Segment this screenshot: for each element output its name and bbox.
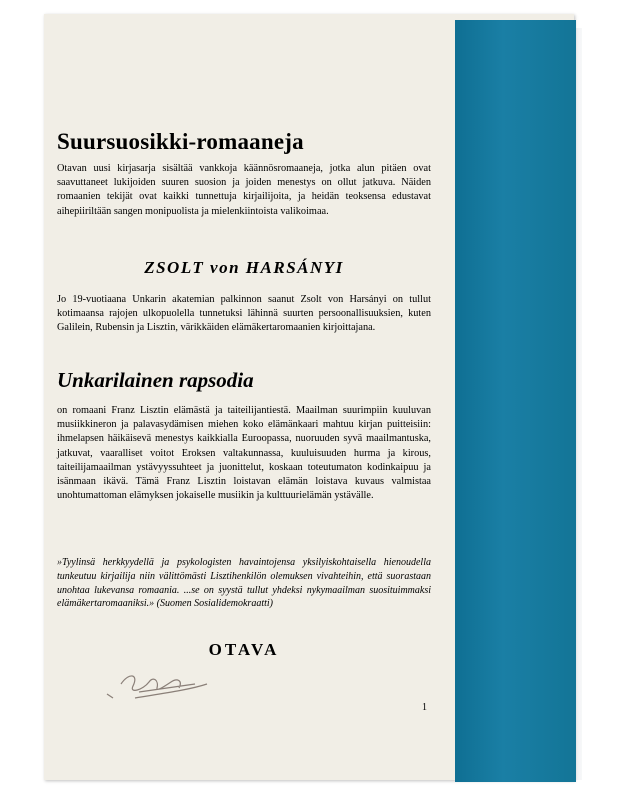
review-quote: »Tyylinsä herkkyydellä ja psykologisten havaintojensa yksilyiskohtaisella hienoudella tunkeutuu kirjailija niin välittömästi Lisztihenkilön olemuksen vivahteihin, että suorastaan unohtaa lukevansa romaania. ...se on syystä tullut yhdeksi nykymaailman suosituimmaksi elämäkertaromaaniksi.» (Suomen Sosialidemokraatti) [57,557,431,610]
book-title: Unkarilainen rapsodia [57,368,254,392]
book-description: on romaani Franz Lisztin elämästä ja taiteilijantiestä. Maailman suurimpiin kuuluvan musiikkineron ja palavasydämisen miehen koko elämänkaari mahtuu kirjan puitteisiin: ihmelapsen häikäisevä menestys kaikkialla Euroopassa, nuoruuden syvä maailmantuska, jatkuvat, vaaralliset voitot Eroksen valtakunnassa, kuuluisuuden hurma ja kirous, taiteilijamaailman ystävyyssuhteet ja juonittelut, koskaan toteutumaton kodinkaipuu ja isänmaan ikävä. Tämä Franz Lisztin loistavan elämän loistava kuvaus valmistaa unohtumattoman elämyksen jokaiselle musiikin ja kulttuurielämän ystävälle. [57,405,431,502]
page-number: 1 [422,702,427,713]
series-intro: Otavan uusi kirjasarja sisältää vankkoja käännösromaaneja, jotka alun pitäen ovat saavuttaneet lukijoiden suuren suosion ja joiden menestys on ollut jatkuva. Näiden romaanien tekijät ovat kaikki tunnettuja kirjailijoita, ja heidän teoksensa edustavat aihepiiriltään sangen monipuolista ja mielenkiintoista valikoimaa. [57,163,431,217]
series-heading: Suursuosikki-romaaneja [57,129,304,154]
handwritten-signature [99,654,219,704]
back-cover [44,14,574,780]
author-bio: Jo 19-vuotiaana Unkarin akatemian palkinnon saanut Zsolt von Harsányi on tullut kotimaansa rajojen ulkopuolella tunnetuksi lähinnä suurten persoonallisuuksien, kuten Galilein, Rubensin ja Lisztin, värikkäiden elämäkertaromaanien kirjoittajana. [57,294,431,334]
author-name: ZSOLT von HARSÁNYI [144,258,344,277]
blue-band [455,20,576,782]
publisher-name: OTAVA [208,640,280,659]
